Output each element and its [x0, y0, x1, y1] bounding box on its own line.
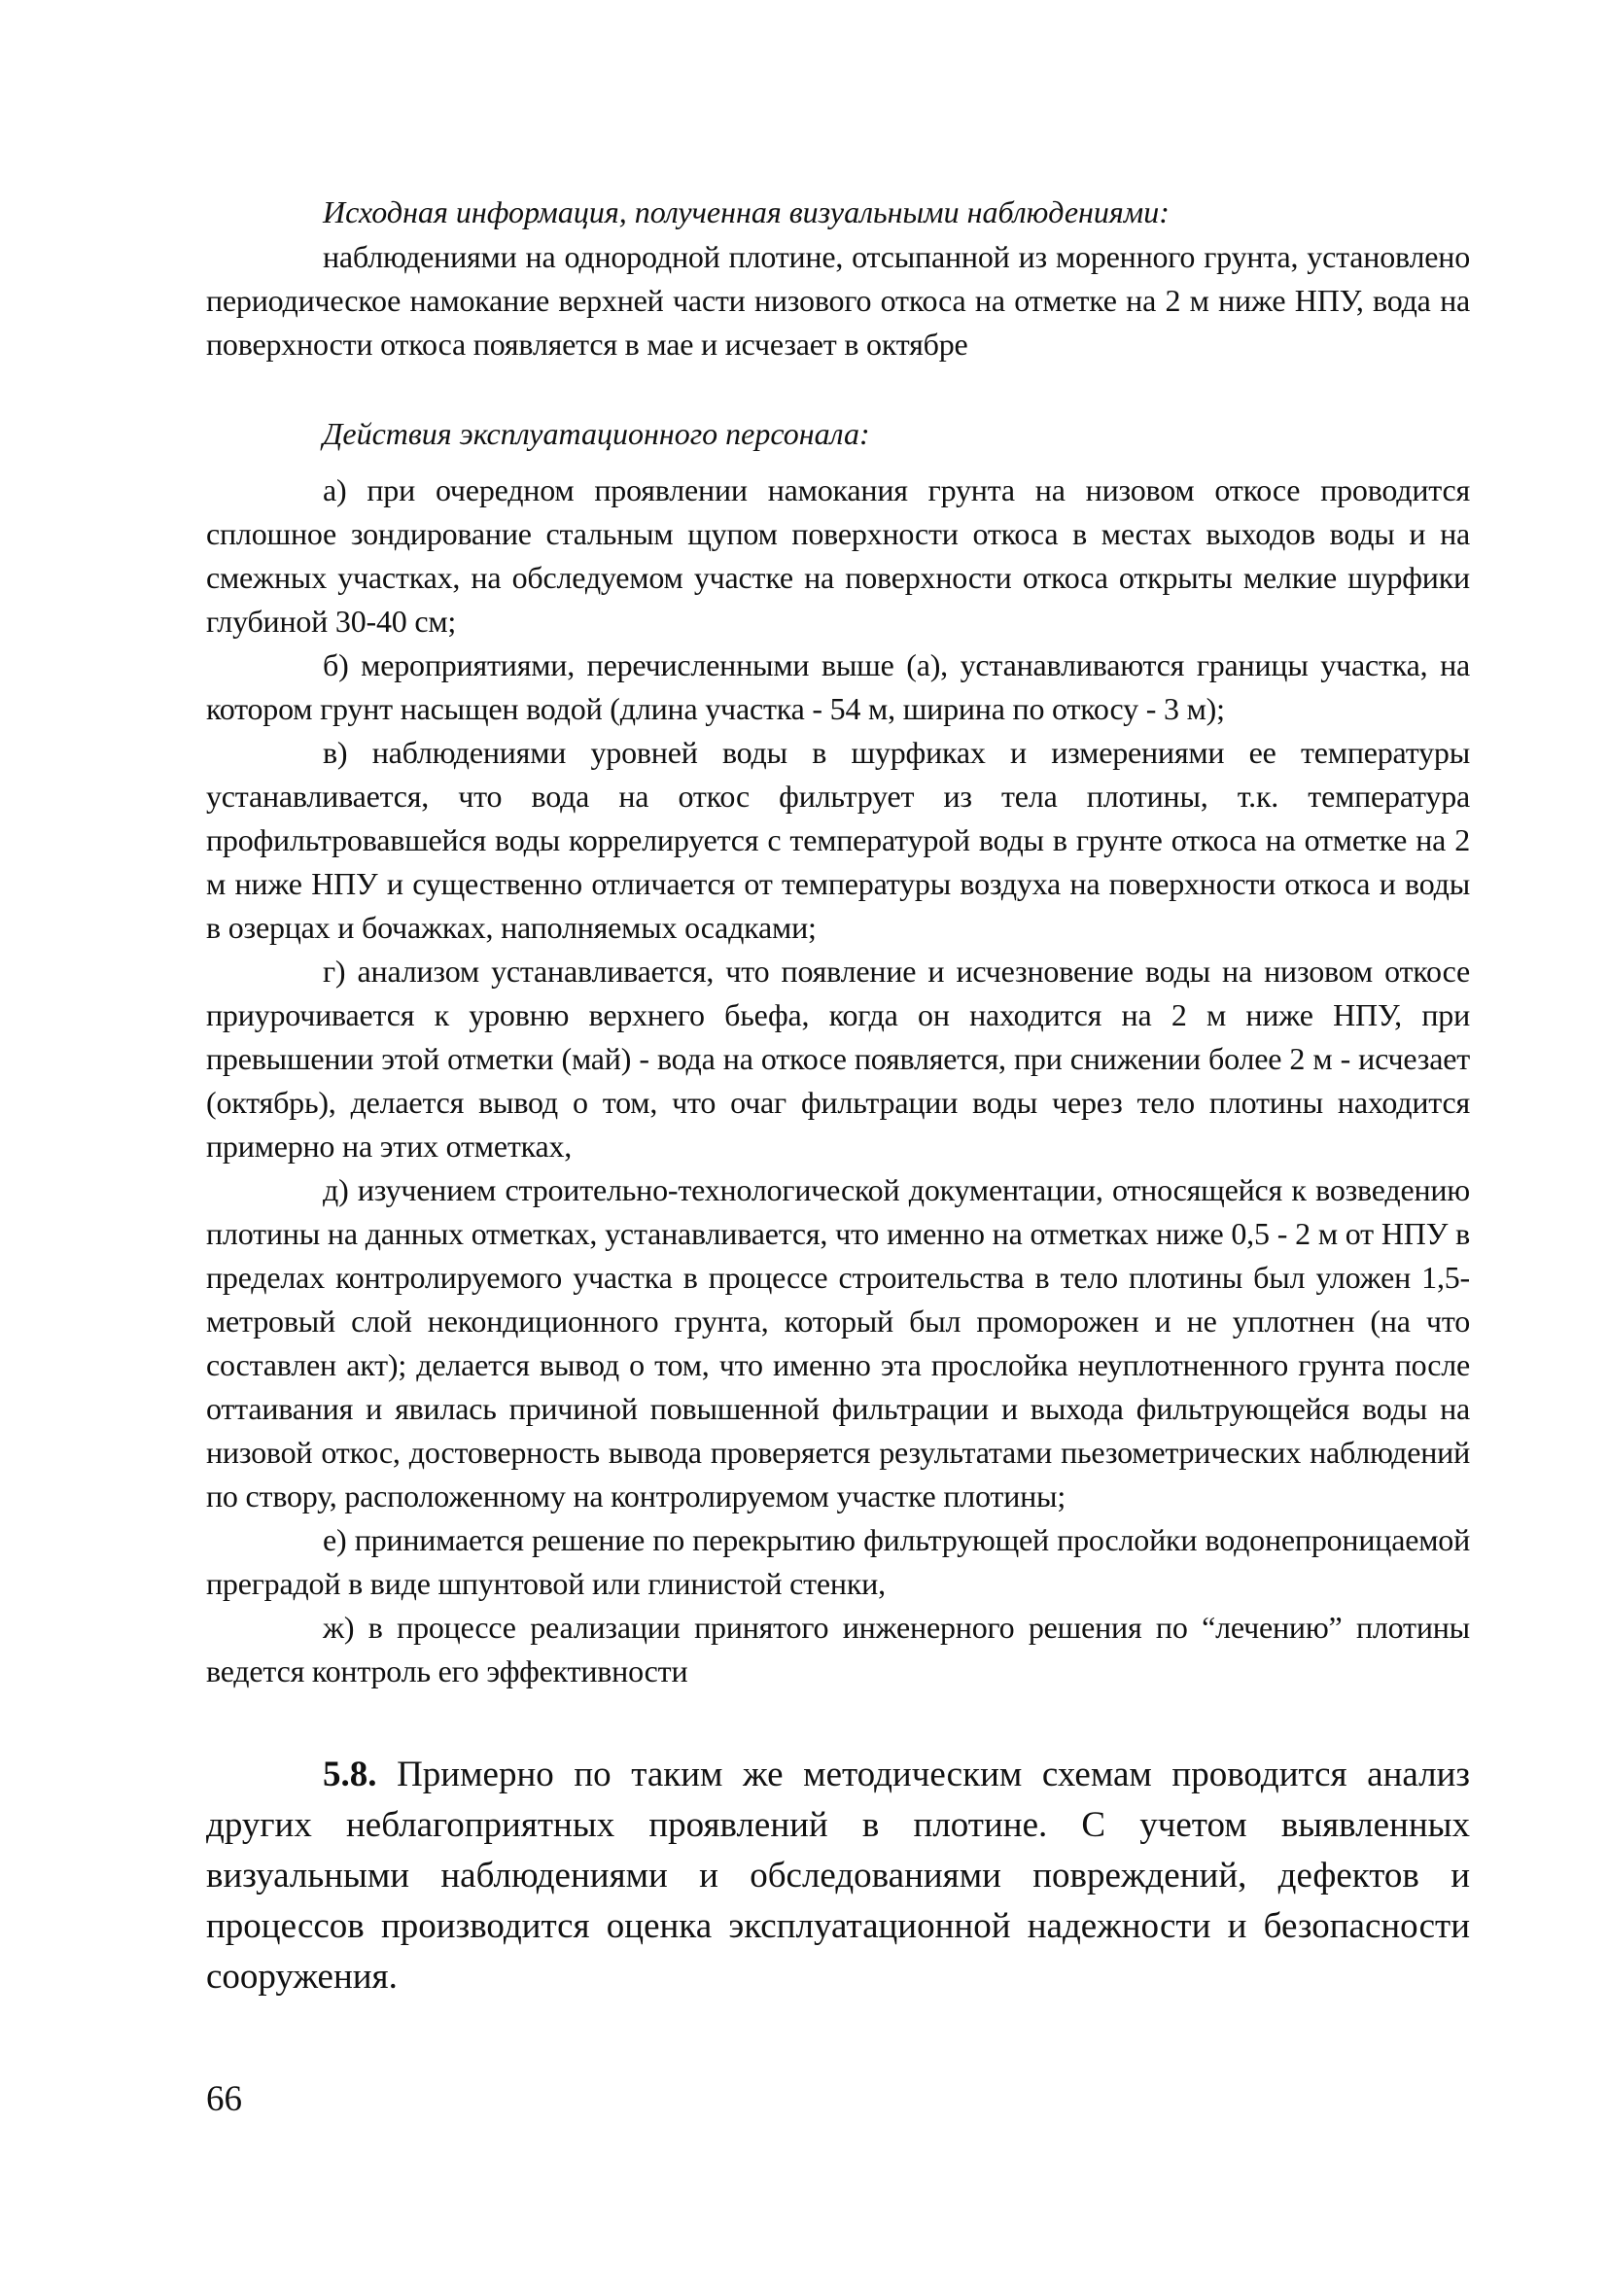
heading-spacer — [206, 457, 1470, 469]
action-item-b: б) мероприятиями, перечисленными выше (а), устанавливаются границы участка, на котором грунт насыщен водой (длина участка - 54 м, ширина по откосу - 3 м); — [206, 647, 1470, 726]
action-item-d: д) изучением строительно-технологической документации, относящейся к возведению плотины на данных отметках, устанавливается, что именно на отметках ниже 0,5 - 2 м от НПУ в пределах контролируемого участка в процессе строительства в тело плотины был уложен 1,5-метровый слой некондиционного грунта, который был проморожен и не уплотнен (на что составлен акт); делается вывод о том, что именно эта прослойка неуплотненного грунта после оттаивания и явилась причиной повышенной фильтрации и выхода фильтрующейся воды на низовой откос, достоверность вывода проверяется результатами пьезометрических наблюдений по створу, расположенному на контролируемом участке плотины; — [206, 1172, 1470, 1513]
section-spacer — [206, 1693, 1470, 1750]
action-item-a: а) при очередном проявлении намокания грунта на низовом откосе проводится сплошное зондирование стальным щупом поверхности откоса в местах выходов воды и на смежных участках, на обследуемом участке на поверхности откоса открыты мелкие шурфики глубиной 30-40 см; — [206, 472, 1470, 639]
action-item-v: в) наблюдениями уровней воды в шурфиках и измерениями ее температуры устанавливается, что вода на откос фильтрует из тела плотины, т.к. температура профильтровавшейся воды коррелируется с температурой воды в грунте откоса на отметке на 2 м ниже НПУ и существенно отличается от температуры воздуха на поверхности откоса и воды в озерцах и бочажках, наполняемых осадками; — [206, 735, 1470, 945]
source-info-text: наблюдениями на однородной плотине, отсыпанной из моренного грунта, установлено периодическое намокание верхней части низового откоса на отметке на 2 м ниже НПУ, вода на поверхности откоса появляется в мае и исчезает в октябре — [206, 239, 1470, 362]
action-item-e: е) принимается решение по перекрытию фильтрующей прослойки водонепроницаемой преградой в виде шпунтовой или глинистой стенки, — [206, 1522, 1470, 1601]
block-spacer — [206, 366, 1470, 411]
page-number: 66 — [206, 2079, 242, 2119]
section-number: 5.8. — [323, 1755, 377, 1794]
page-content — [206, 190, 1470, 2002]
action-item-g: г) анализом устанавливается, что появление и исчезновение воды на низовом откосе приурочивается к уровню верхнего бьефа, когда он находится на 2 м ниже НПУ, при превышении этой отметки (май) - вода на откосе появляется, при снижении более 2 м - исчезает (октябрь), делается вывод о том, что очаг фильтрации воды через тело плотины находится примерно на этих отметках, — [206, 954, 1470, 1164]
section-paragraph — [206, 1750, 1470, 2002]
section-text: Примерно по таким же методическим схемам проводится анализ других неблагоприятных проявлений в плотине. С учетом выявленных визуальными наблюдениями и обследованиями повреждений, дефектов и процессов производится оценка эксплуатационной надежности и безопасности сооружения. — [206, 1755, 1470, 1997]
action-item-zh: ж) в процессе реализации принятого инженерного решения по “лечению” плотины ведется контроль его эффективности — [206, 1610, 1470, 1688]
source-info-heading: Исходная информация, полученная визуальными наблюдениями: — [323, 194, 1170, 229]
actions-heading: Действия эксплуатационного персонала: — [323, 416, 870, 451]
